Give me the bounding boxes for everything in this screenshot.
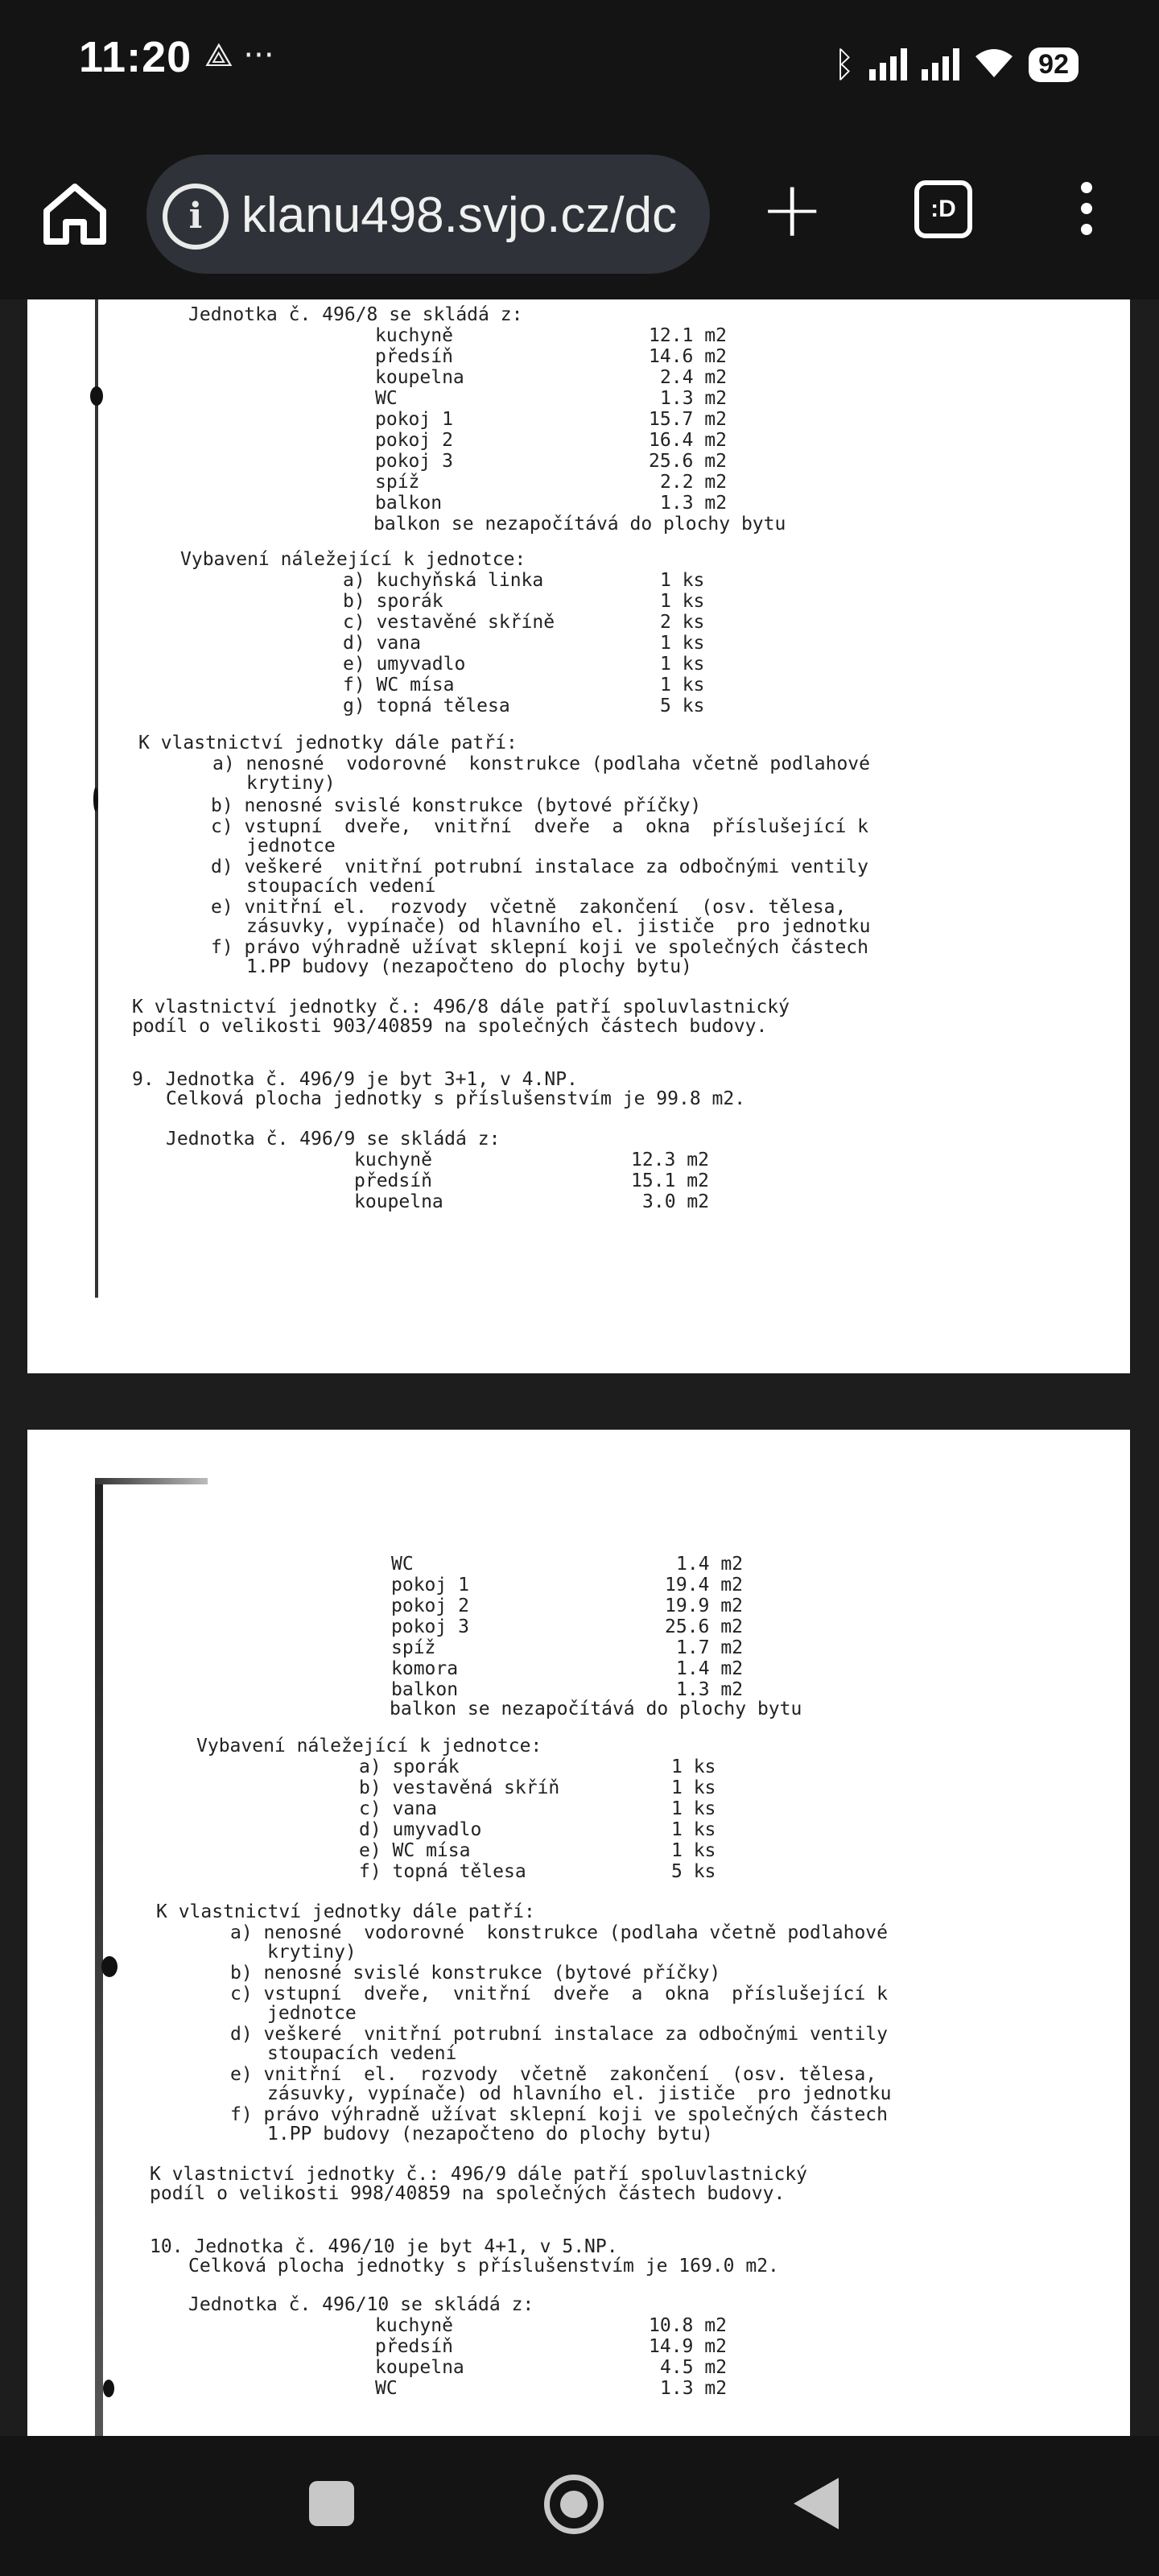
document-text-line: K vlastnictví jednotky dále patří:: [138, 733, 518, 753]
info-icon[interactable]: i: [163, 184, 229, 250]
document-text-line: balkon: [375, 493, 443, 514]
document-text-line: zásuvky, vypínače) od hlavního el. jističe pro jednotku: [267, 2083, 892, 2104]
document-text-line: pokoj 1: [391, 1575, 469, 1596]
document-text-line: Celková plocha jednotky s příslušenstvím je 99.8 m2.: [166, 1088, 746, 1109]
document-text-line: 12.1 m2: [649, 325, 727, 346]
document-text-line: Jednotka č. 496/10 se skládá z:: [188, 2294, 534, 2315]
document-text-line: 1.3 m2: [660, 493, 728, 514]
document-text-line: WC: [391, 1554, 414, 1575]
document-text-line: e) vnitřní el. rozvody včetně zakončení (osv. tělesa,: [211, 897, 847, 918]
document-text-line: kuchyně: [375, 2315, 453, 2336]
signal-icon-2: [922, 48, 959, 80]
document-text-line: pokoj 2: [391, 1596, 469, 1616]
status-bar: [0, 0, 1159, 129]
document-text-line: balkon: [391, 1679, 459, 1700]
document-text-line: 1 ks: [671, 1757, 716, 1777]
document-text-line: předsíň: [375, 346, 453, 367]
bluetooth-icon: ᛒ: [833, 43, 856, 85]
document-text-line: 1.PP budovy (nezapočteno do plochy bytu): [267, 2124, 713, 2145]
document-text-line: koupelna: [354, 1191, 443, 1212]
new-tab-button[interactable]: +: [760, 164, 825, 254]
document-text-line: f) právo výhradně užívat sklepní koji ve společných částech: [230, 2104, 888, 2125]
document-text-line: 1 ks: [671, 1798, 716, 1819]
document-text-line: koupelna: [375, 367, 464, 388]
document-text-line: balkon se nezapočítává do plochy bytu: [390, 1699, 802, 1719]
document-text-line: pokoj 1: [375, 409, 453, 430]
document-text-line: kuchyně: [375, 325, 453, 346]
document-text-line: g) topná tělesa: [343, 696, 510, 716]
overflow-menu-icon[interactable]: [1070, 177, 1103, 258]
document-text-line: K vlastnictví jednotky dále patří:: [156, 1901, 535, 1922]
document-text-line: WC: [375, 2378, 398, 2399]
document-text-line: 15.1 m2: [631, 1170, 709, 1191]
document-text-line: 19.9 m2: [665, 1596, 743, 1616]
document-text-line: 1.3 m2: [660, 388, 728, 409]
document-text-line: a) sporák: [359, 1757, 460, 1777]
document-text-line: 1 ks: [660, 570, 705, 591]
scan-mark: [101, 1956, 118, 1977]
document-text-line: d) umyvadlo: [359, 1819, 482, 1840]
document-text-line: e) WC mísa: [359, 1840, 471, 1861]
document-text-line: 16.4 m2: [649, 430, 727, 451]
document-text-line: 9. Jednotka č. 496/9 je byt 3+1, v 4.NP.: [132, 1069, 578, 1090]
document-text-line: komora: [391, 1658, 459, 1679]
wifi-icon: [974, 47, 1014, 82]
document-text-line: a) nenosné vodorovné konstrukce (podlaha včetně podlahové: [230, 1922, 888, 1943]
document-text-line: WC: [375, 388, 398, 409]
home-button[interactable]: [544, 2475, 604, 2534]
document-text-line: stoupacích vedení: [246, 876, 436, 897]
document-text-line: f) právo výhradně užívat sklepní koji ve společných částech: [211, 937, 868, 958]
battery-indicator: 92: [1029, 47, 1079, 82]
signal-icon: [869, 48, 907, 80]
home-dot-icon: [560, 2491, 588, 2518]
document-text-line: 1 ks: [660, 633, 705, 654]
document-text-line: f) topná tělesa: [359, 1861, 526, 1882]
document-text-line: 5 ks: [671, 1861, 716, 1882]
system-nav-bar: [0, 2436, 1159, 2576]
document-text-line: 1 ks: [671, 1777, 716, 1798]
document-text-line: 10.8 m2: [649, 2315, 727, 2336]
document-text-line: pokoj 3: [375, 451, 453, 472]
document-text-line: stoupacích vedení: [267, 2043, 457, 2064]
document-text-line: c) vana: [359, 1798, 437, 1819]
document-text-line: 1.4 m2: [676, 1658, 744, 1679]
clock: 11:20: [79, 33, 192, 81]
document-text-line: pokoj 3: [391, 1616, 469, 1637]
document-text-line: 4.5 m2: [660, 2357, 728, 2378]
document-text-line: koupelna: [375, 2357, 464, 2378]
document-text-line: a) kuchyňská linka: [343, 570, 544, 591]
document-text-line: Jednotka č. 496/8 se skládá z:: [188, 304, 523, 325]
document-text-line: e) umyvadlo: [343, 654, 466, 675]
document-text-line: 10. Jednotka č. 496/10 je byt 4+1, v 5.NP.: [150, 2236, 618, 2257]
document-text-line: d) veškeré vnitřní potrubní instalace za odbočnými ventily: [211, 857, 868, 877]
document-text-line: 14.9 m2: [649, 2336, 727, 2357]
document-text-line: 15.7 m2: [649, 409, 727, 430]
document-text-line: 1.3 m2: [660, 2378, 728, 2399]
document-text-line: pokoj 2: [375, 430, 453, 451]
document-text-line: 1.3 m2: [676, 1679, 744, 1700]
document-text-line: d) vana: [343, 633, 421, 654]
document-text-line: d) veškeré vnitřní potrubní instalace za odbočnými ventily: [230, 2024, 888, 2045]
document-text-line: krytiny): [267, 1942, 357, 1963]
document-text-line: 1.7 m2: [676, 1637, 744, 1658]
document-text-line: 1.4 m2: [676, 1554, 744, 1575]
document-text-line: 1.PP budovy (nezapočteno do plochy bytu): [246, 956, 692, 977]
document-text-line: Vybavení náležející k jednotce:: [196, 1736, 542, 1757]
document-text-line: 2.2 m2: [660, 472, 728, 493]
document-text-line: krytiny): [246, 773, 336, 794]
document-text-line: 2.4 m2: [660, 367, 728, 388]
scan-shadow: [95, 1478, 208, 1484]
scan-mark: [90, 386, 103, 406]
document-text-line: 1 ks: [660, 654, 705, 675]
document-text-line: Celková plocha jednotky s příslušenstvím je 169.0 m2.: [188, 2256, 779, 2277]
document-text-line: b) vestavěná skříň: [359, 1777, 560, 1798]
document-text-line: spíž: [391, 1637, 436, 1658]
document-text-line: 1 ks: [660, 591, 705, 612]
document-text-line: 1 ks: [671, 1819, 716, 1840]
document-text-line: c) vestavěné skříně: [343, 612, 555, 633]
document-text-line: a) nenosné vodorovné konstrukce (podlaha včetně podlahové: [212, 753, 870, 774]
document-text-line: zásuvky, vypínače) od hlavního el. jističe pro jednotku: [246, 916, 871, 937]
document-text-line: f) WC mísa: [343, 675, 455, 696]
document-text-line: 25.6 m2: [649, 451, 727, 472]
document-text-line: 2 ks: [660, 612, 705, 633]
document-text-line: b) sporák: [343, 591, 443, 612]
document-text-line: spíž: [375, 472, 420, 493]
document-text-line: předsíň: [375, 2336, 453, 2357]
status-right-group: [834, 42, 1079, 87]
document-page: [27, 1430, 1130, 2436]
browser-toolbar: [0, 129, 1159, 299]
document-text-line: 5 ks: [660, 696, 705, 716]
document-text-line: 1 ks: [660, 675, 705, 696]
document-text-line: 12.3 m2: [631, 1150, 709, 1170]
document-text-line: K vlastnictví jednotky č.: 496/8 dále patří spoluvlastnický: [132, 997, 790, 1018]
document-text-line: 1 ks: [671, 1840, 716, 1861]
tab-switcher-button[interactable]: :D: [914, 180, 972, 238]
document-text-line: podíl o velikosti 903/40859 na společných částech budovy.: [132, 1016, 768, 1037]
document-text-line: 25.6 m2: [665, 1616, 743, 1637]
document-text-line: 14.6 m2: [649, 346, 727, 367]
document-text-line: b) nenosné svislé konstrukce (bytové příčky): [211, 795, 702, 816]
back-button[interactable]: [794, 2478, 839, 2529]
document-text-line: jednotce: [246, 836, 336, 857]
address-bar[interactable]: [146, 155, 710, 274]
scan-shadow: [95, 1478, 103, 2436]
scan-mark: [93, 787, 98, 811]
document-text-line: b) nenosné svislé konstrukce (bytové příčky): [230, 1963, 721, 1984]
recents-button[interactable]: [309, 2481, 354, 2526]
document-text-line: c) vstupní dveře, vnitřní dveře a okna příslušející k: [230, 1984, 888, 2004]
document-text-line: c) vstupní dveře, vnitřní dveře a okna příslušející k: [211, 816, 868, 837]
document-text-line: předsíň: [354, 1170, 432, 1191]
home-icon[interactable]: [39, 177, 111, 250]
document-text-line: Jednotka č. 496/9 se skládá z:: [166, 1129, 501, 1150]
document-text-line: K vlastnictví jednotky č.: 496/9 dále patří spoluvlastnický: [150, 2164, 807, 2185]
scan-mark: [103, 2380, 114, 2397]
document-viewport[interactable]: [0, 299, 1159, 2436]
document-text-line: e) vnitřní el. rozvody včetně zakončení (osv. tělesa,: [230, 2064, 877, 2085]
document-text-line: 3.0 m2: [642, 1191, 710, 1212]
url-text[interactable]: klanu498.svjo.cz/dc: [241, 188, 678, 243]
document-page: [27, 299, 1130, 1373]
document-text-line: jednotce: [267, 2003, 357, 2024]
document-text-line: kuchyně: [354, 1150, 432, 1170]
document-text-line: 19.4 m2: [665, 1575, 743, 1596]
document-text-line: Vybavení náležející k jednotce:: [180, 549, 526, 570]
document-text-line: balkon se nezapočítává do plochy bytu: [373, 514, 786, 535]
document-text-line: podíl o velikosti 998/40859 na společných částech budovy.: [150, 2183, 786, 2204]
notification-icons: ⟁ ···: [204, 37, 274, 74]
